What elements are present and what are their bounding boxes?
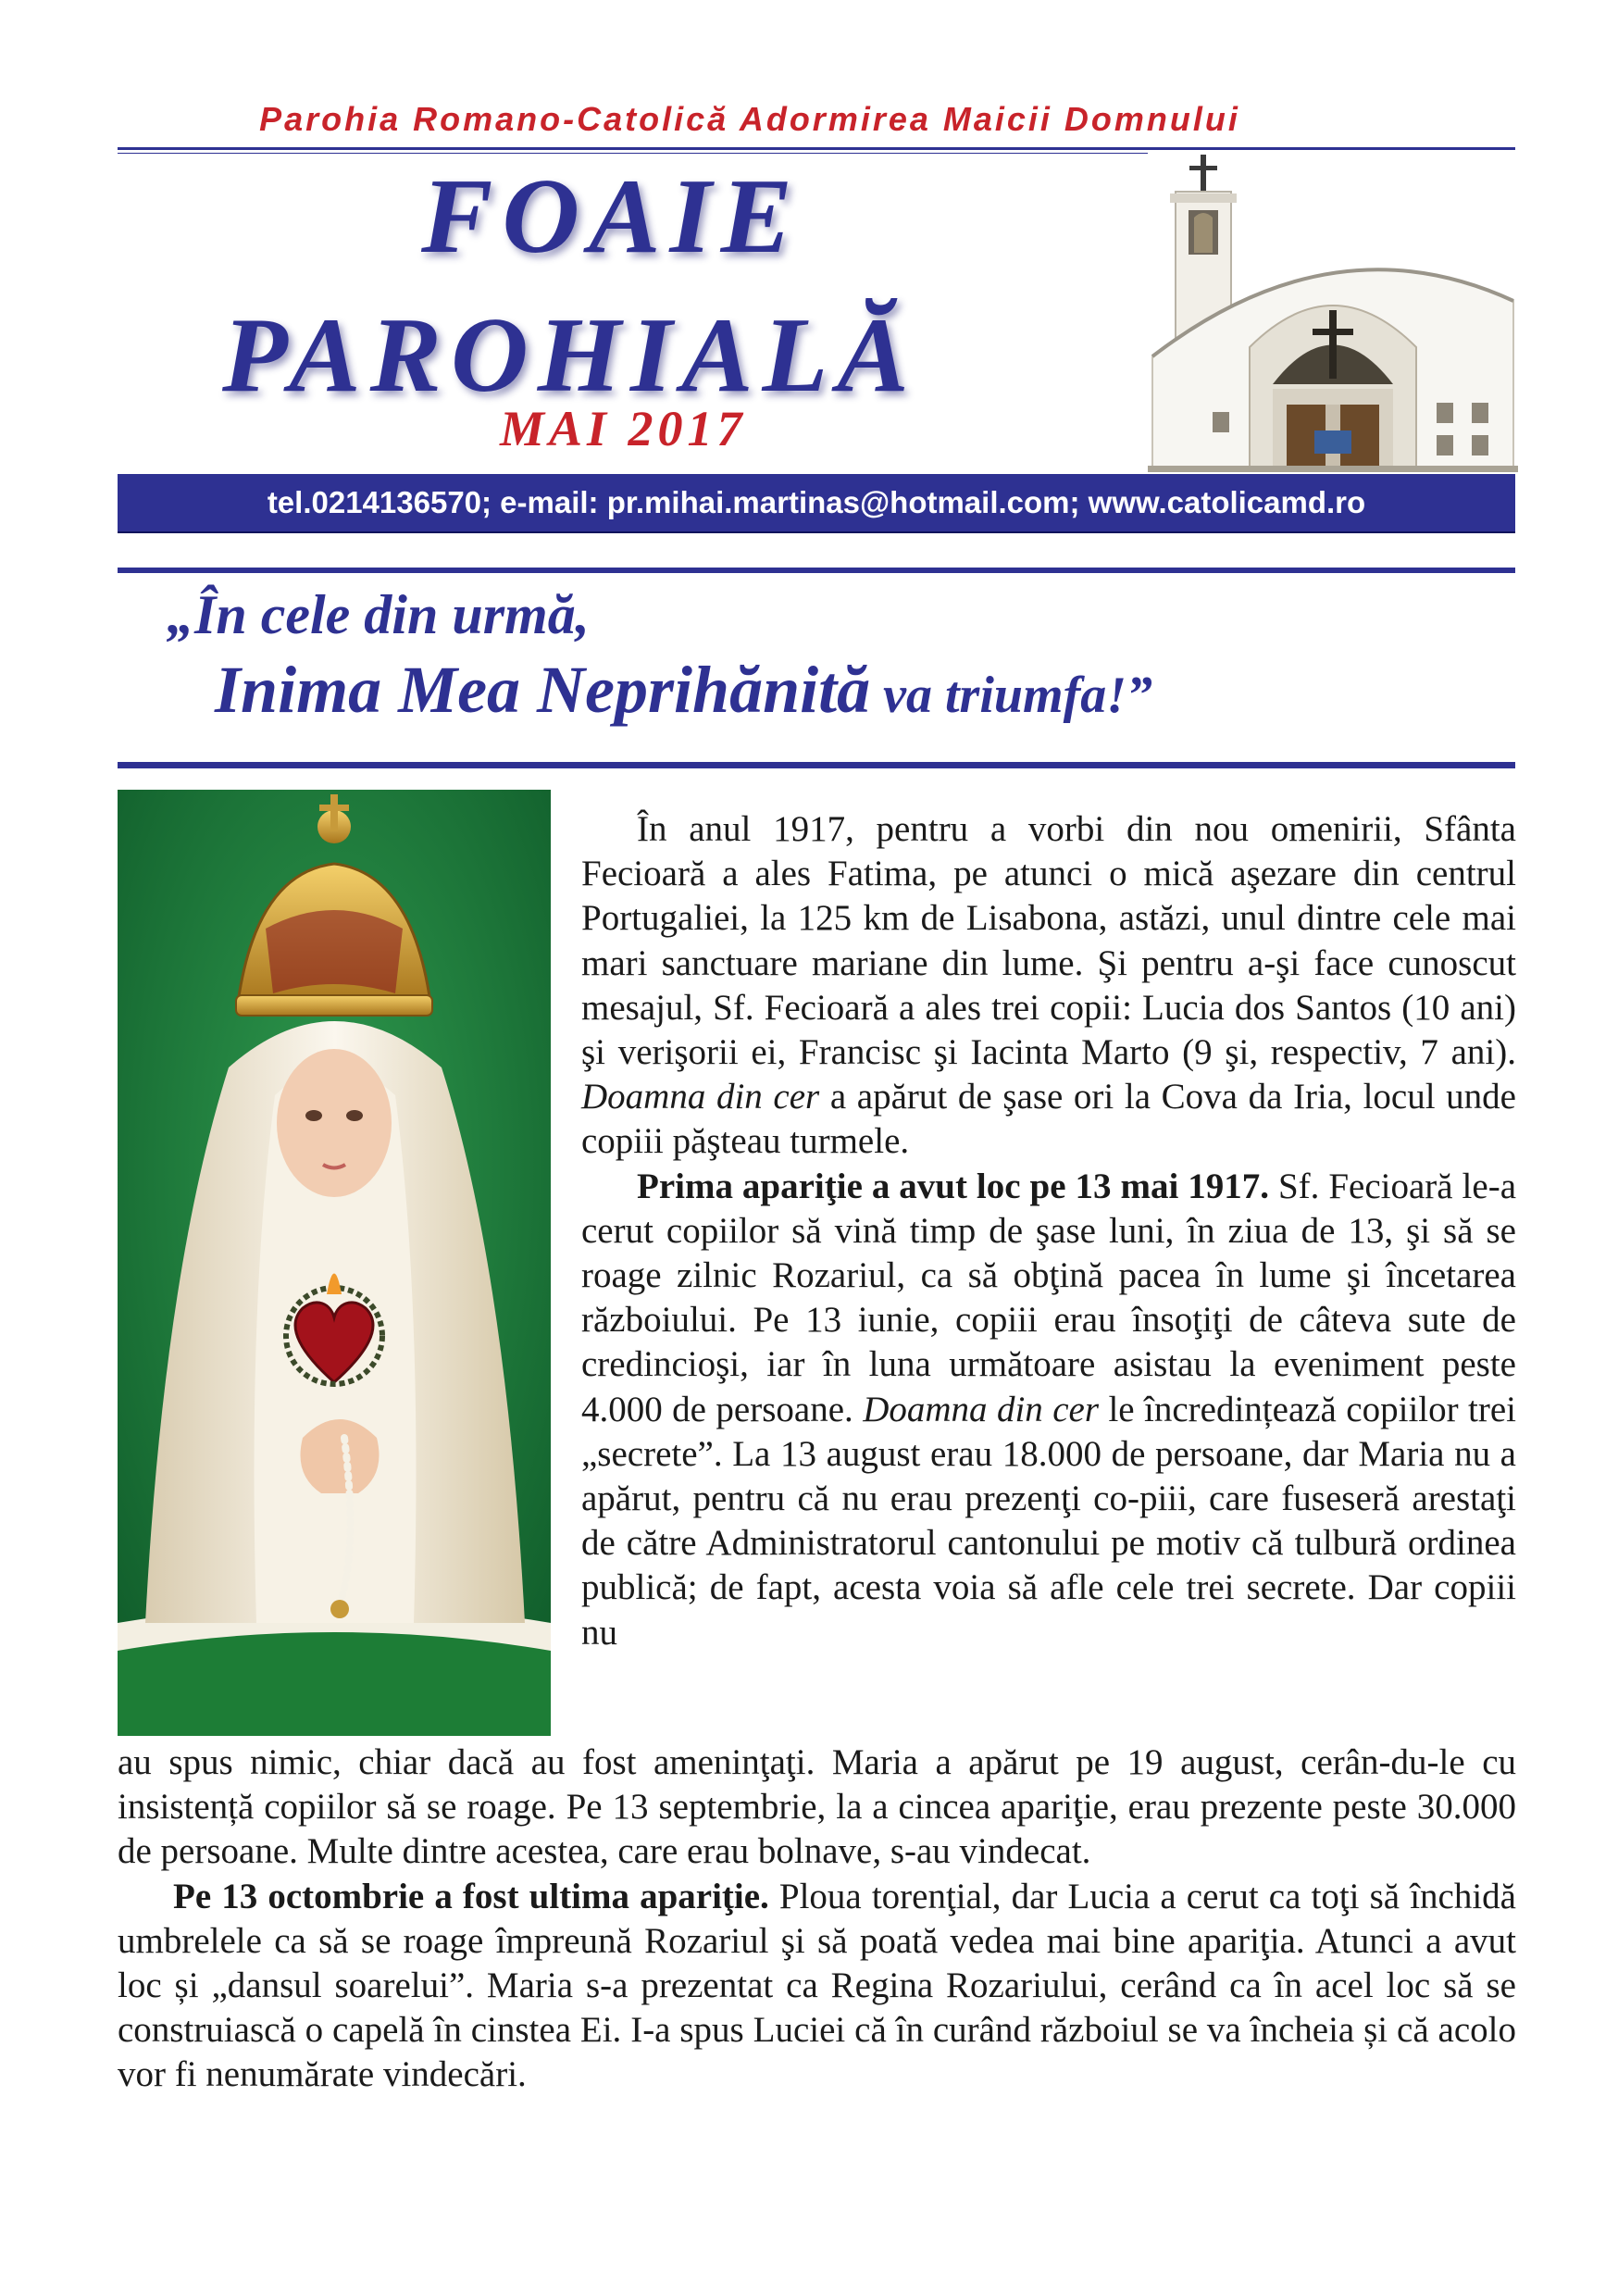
headline-rule-top: [118, 568, 1515, 573]
p3-text: Ploua torenţial, dar Lucia a cerut ca toţi să închidă umbrelele ca să se roage împreună Rozariul şi să poată vedea mai bine apariţia. Atunci a avut loc și „dansul soarelui”. Maria s-a prezentat ca Regina Rozariului, cerând ca în acel loc să se construiască o capelă în cinstea Ei. I-a spus Luciei că în curând războiul se va încheia și că acolo vor fi nenumărate vindecări.: [118, 1876, 1516, 2095]
contact-bar: [118, 474, 1515, 531]
top-rule: [118, 147, 1515, 150]
p1-text: În anul 1917, pentru a vorbi din nou omenirii, Sfânta Fecioară a ales Fatima, pe atunci o mică aşezare din centrul Portugaliei, la 125 km de Lisabona, astăzi, unul dintre cele mai mari sanctuare mariane din lume. Şi pentru a-şi face cunoscut mesajul, Sf. Fecioară a ales trei copii: Lucia dos Santos (10 ani) şi verişorii ei, Francisc şi Iacinta Marto (9 şi, respectiv, 7 ani).: [581, 809, 1516, 1073]
p2-italic: Doamna din cer: [863, 1389, 1100, 1429]
article-paragraph-2-continued: au spus nimic, chiar dacă au fost ameninţaţi. Maria a apărut pe 19 august, cerân-du-le cu insistență copiilor să se roage. Pe 13 septembrie, la a cincea apariţie, erau prezente peste 30.000 de persoane. Multe dintre acestea, care erau bolnave, s-au vindecat.: [118, 1742, 1516, 1872]
headline-line-2: [167, 648, 1518, 737]
parish-name: Parohia Romano-Catolică Adormirea Maicii Domnului: [259, 100, 1240, 138]
headline-line-2-main: Inima Mea Neprihănită: [215, 653, 871, 727]
p3-bold-lead: Pe 13 octombrie a fost ultima apariţie.: [173, 1876, 769, 1916]
article-paragraph-1: [581, 807, 1516, 1165]
headline-rule-bottom: [118, 762, 1515, 768]
p2-text: Sf. Fecioară le-a cerut copiilor să vină timp de şase luni, în ziua de 13, şi să se roage zilnic Rozariul, ca să obţină pacea în lume şi încetarea războiului. Pe 13 iunie, copiii erau însoţiţi de câteva sute de credincioşi, iar în luna următoare asistau la eveniment peste 4.000 de persoane.: [581, 1166, 1516, 1429]
article-paragraph-2: [581, 1165, 1516, 1655]
headline: [167, 581, 1518, 737]
article-full-width: [118, 1741, 1516, 2098]
article-column: [581, 807, 1516, 1655]
title-line-1: FOAIE: [421, 157, 803, 276]
headline-line-2-tail: va triumfa!”: [870, 667, 1153, 724]
issue-date: MAI 2017: [500, 401, 747, 456]
p2-bold-lead: Prima apariţie a avut loc pe 13 mai 1917.: [637, 1166, 1269, 1206]
title-line-2: PAROHIALĂ: [222, 296, 918, 415]
madonna-statue-photo: [118, 790, 551, 1736]
p1-text-end: a apărut de şase ori la Cova da Iria, locul unde copiii păşteau turmele.: [581, 1077, 1516, 1162]
contact-info: tel.0214136570; e-mail: pr.mihai.martinas@hotmail.com; www.catolicamd.ro: [267, 485, 1366, 519]
article-paragraph-3: [118, 1875, 1516, 2098]
p2-text-cont: le încredințează copiilor trei „secrete”. La 13 august erau 18.000 de persoane, dar Maria nu a apărut, pentru că nu erau prezenţi co-piii, care fuseseră arestaţi de către Administratorul cantonului pe motiv că tulbură ordinea publică; de fapt, acesta voia să afle cele trei secrete. Dar copiii nu: [581, 1389, 1516, 1653]
headline-line-1: „În cele din urmă,: [167, 584, 590, 645]
p1-italic: Doamna din cer: [581, 1077, 820, 1117]
church-photo: [1148, 153, 1518, 472]
